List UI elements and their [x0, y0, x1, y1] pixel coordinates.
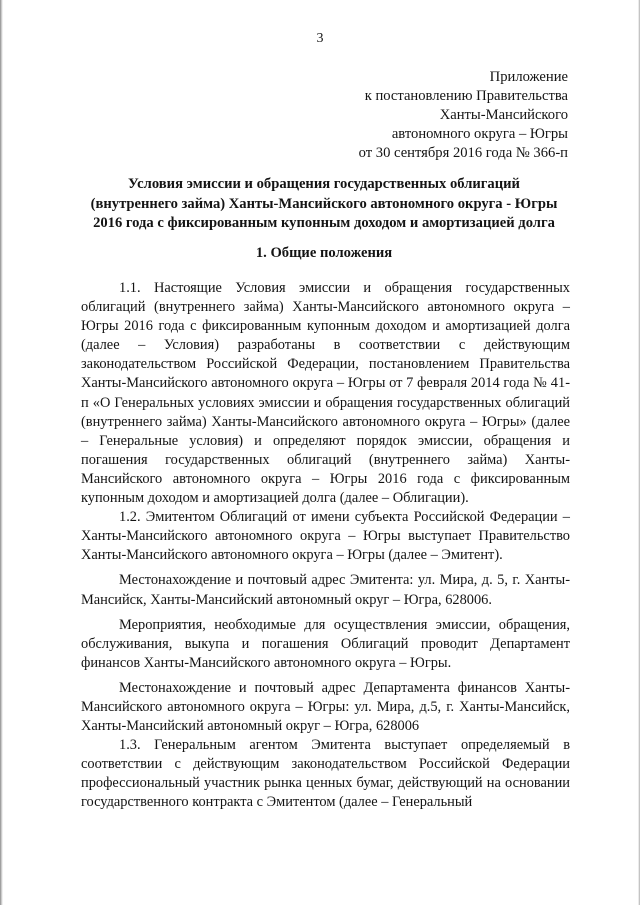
appendix-line: от 30 сентября 2016 года № 366-п: [358, 145, 568, 161]
title-line: (внутреннего займа) Ханты-Мансийского автономного округа - Югры: [90, 195, 558, 212]
title-line: 2016 года с фиксированным купонным доходом и амортизацией долга: [93, 215, 555, 231]
appendix-line: Ханты-Мансийского: [439, 107, 568, 123]
appendix-line: Приложение: [489, 69, 568, 85]
body-text: [81, 279, 570, 813]
page-number: 3: [316, 31, 324, 46]
paragraph-1-1: 1.1. Настоящие Условия эмиссии и обращения государственных облигаций (внутреннего займа) Ханты-Мансийского автономного округа – Югры 2016 года с фиксированным купонным доходом и амортизацией долга (далее – Условия) разработаны в соответствии с действующим законодательством Российской Федерации, постановлением Правительства Ханты-Мансийского автономного округа – Югры от 7 февраля 2014 года № 41-п «О Генеральных условиях эмиссии и обращения государственных облигаций (внутреннего займа) Ханты-Мансийского автономного округа – Югры» (далее – Генеральные условия) и определяют порядок эмиссии, обращения и погашения государственных облигаций (внутреннего займа) Ханты-Мансийского автономного округа – Югры 2016 года с фиксированным купонным доходом и амортизацией долга (далее – Облигации).: [81, 280, 570, 507]
section-heading: 1. Общие положения: [255, 245, 393, 261]
paragraph-1-2: 1.2. Эмитентом Облигаций от имени субъекта Российской Федерации – Ханты-Мансийского автономного округа – Югры выступает Правительство Ханты-Мансийского автономного округа – Югры (далее – Эмитент).: [81, 509, 570, 564]
title-line: Условия эмиссии и обращения государственных облигаций: [128, 176, 520, 192]
paragraph-1-3: 1.3. Генеральным агентом Эмитента выступает определяемый в соответствии с действующим законодательством Российской Федерации профессиональный участник рынка ценных бумаг, действующий на основании государственного контракта с Эмитентом (далее – Генеральный: [81, 737, 570, 811]
paragraph-issuer-address: Местонахождение и почтовый адрес Эмитента: ул. Мира, д. 5, г. Ханты-Мансийск, Ханты-Мансийский автономный округ – Югра, 628006.: [81, 572, 570, 608]
document-title: [78, 175, 570, 234]
appendix-line: автономного округа – Югры: [391, 126, 568, 142]
appendix-block: [359, 68, 568, 163]
paragraph-department-address: Местонахождение и почтовый адрес Департамента финансов Ханты-Мансийского автономного округа – Югры: ул. Мира, д.5, г. Ханты-Мансийск, Ханты-Мансийский автономный округ – Югра, 628006: [81, 679, 570, 735]
appendix-line: к постановлению Правительства: [364, 88, 568, 104]
paragraph-department: Мероприятия, необходимые для осуществления эмиссии, обращения, обслуживания, выкупа и погашения Облигаций проводит Департамент финансов Ханты-Мансийского автономного округа – Югры.: [81, 616, 570, 671]
scan-edge-left: [0, 0, 3, 905]
